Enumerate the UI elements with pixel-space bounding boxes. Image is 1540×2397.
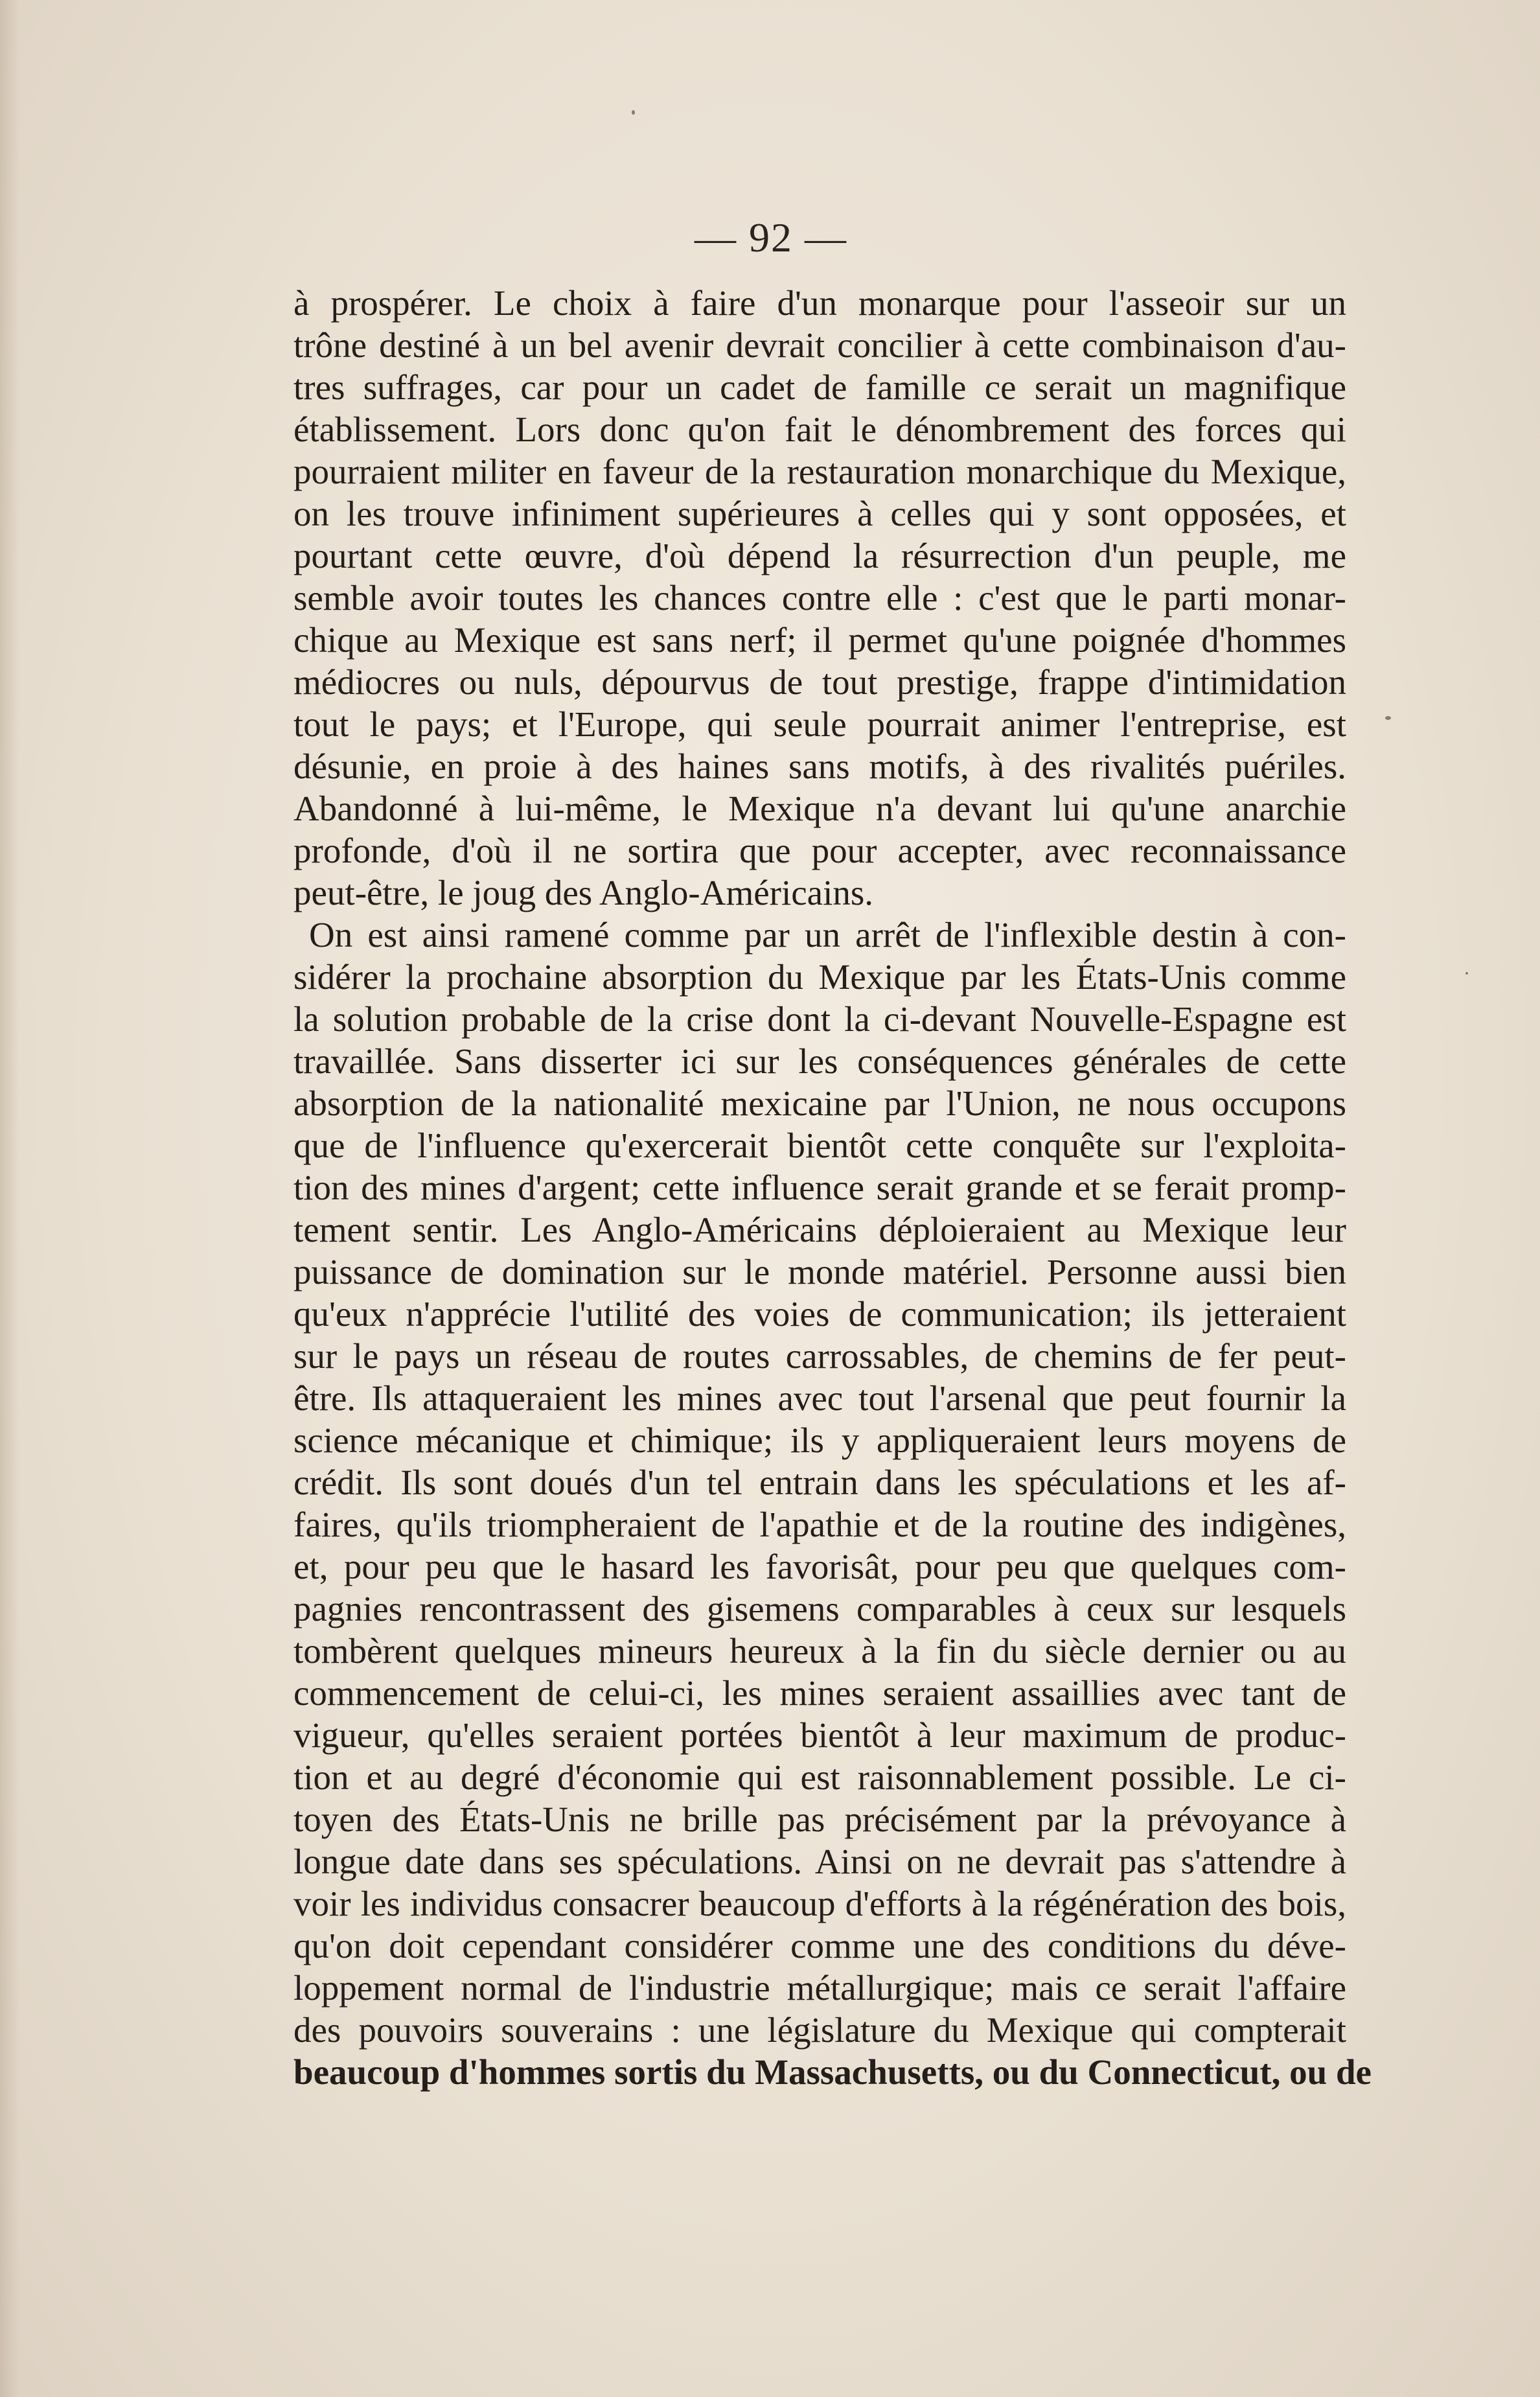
text-line: être. Ils attaqueraient les mines avec tout l'arsenal que peut fournir la bbox=[293, 1378, 1346, 1418]
paper-speck bbox=[632, 110, 635, 115]
text-line: la solution probable de la crise dont la ci-devant Nouvelle-Espagne est bbox=[293, 999, 1346, 1039]
text-line: pagnies rencontrassent des gisemens comparables à ceux sur lesquels bbox=[293, 1589, 1346, 1628]
text-line: longue date dans ses spéculations. Ainsi on ne devrait pas s'attendre à bbox=[293, 1842, 1346, 1881]
text-line: tion et au degré d'économie qui est raisonnablement possible. Le ci- bbox=[293, 1757, 1346, 1797]
text-line: tement sentir. Les Anglo-Américains déploieraient au Mexique leur bbox=[293, 1210, 1346, 1249]
paragraph-start-line: On est ainsi ramené comme par un arrêt de l'inflexible destin à con- bbox=[309, 915, 1346, 955]
text-line: travaillée. Sans disserter ici sur les conséquences générales de cette bbox=[293, 1041, 1346, 1081]
text-line: crédit. Ils sont doués d'un tel entrain dans les spéculations et les af- bbox=[293, 1463, 1346, 1502]
text-line: faires, qu'ils triompheraient de l'apathie et de la routine des indigènes, bbox=[293, 1505, 1346, 1544]
text-line: tres suffrages, car pour un cadet de famille ce serait un magnifique bbox=[293, 367, 1346, 407]
text-line: semble avoir toutes les chances contre elle : c'est que le parti monar- bbox=[293, 578, 1346, 618]
paper-speck bbox=[1465, 972, 1468, 975]
text-line: des pouvoirs souverains : une législature du Mexique qui compterait bbox=[293, 2010, 1346, 2050]
text-line: que de l'influence qu'exercerait bientôt cette conquête sur l'exploita- bbox=[293, 1126, 1346, 1165]
page-binding-shadow bbox=[0, 0, 19, 2397]
text-line: tombèrent quelques mineurs heureux à la fin du siècle dernier ou au bbox=[293, 1631, 1346, 1671]
text-line: tout le pays; et l'Europe, qui seule pourrait animer l'entreprise, est bbox=[293, 704, 1346, 744]
text-line: voir les individus consacrer beaucoup d'efforts à la régénération des bois, bbox=[293, 1884, 1346, 1923]
paragraph-end-line: peut-être, le joug des Anglo-Américains. bbox=[293, 873, 874, 912]
text-line: médiocres ou nuls, dépourvus de tout prestige, frappe d'intimidation bbox=[293, 662, 1346, 702]
text-line: science mécanique et chimique; ils y appliqueraient leurs moyens de bbox=[293, 1420, 1346, 1460]
text-line: pourraient militer en faveur de la restauration monarchique du Mexique, bbox=[293, 452, 1346, 491]
text-line: Abandonné à lui-même, le Mexique n'a devant lui qu'une anarchie bbox=[293, 789, 1346, 828]
page-number: — 92 — bbox=[695, 214, 847, 261]
text-line: loppement normal de l'industrie métallurgique; mais ce serait l'affaire bbox=[293, 1968, 1346, 2008]
text-line: tion des mines d'argent; cette influence serait grande et se ferait promp- bbox=[293, 1168, 1346, 1207]
text-line: trône destiné à un bel avenir devrait concilier à cette combinaison d'au- bbox=[293, 325, 1346, 365]
text-line: profonde, d'où il ne sortira que pour accepter, avec reconnaissance bbox=[293, 831, 1346, 870]
text-line: qu'eux n'apprécie l'utilité des voies de communication; ils jetteraient bbox=[293, 1294, 1346, 1334]
text-line: qu'on doit cependant considérer comme une des conditions du déve- bbox=[293, 1926, 1346, 1965]
text-line: commencement de celui-ci, les mines seraient assaillies avec tant de bbox=[293, 1673, 1346, 1713]
paper-speck bbox=[1385, 716, 1391, 720]
body-text bbox=[293, 282, 1372, 2093]
text-line: puissance de domination sur le monde matériel. Personne aussi bien bbox=[293, 1252, 1346, 1291]
text-line: désunie, en proie à des haines sans motifs, à des rivalités puériles. bbox=[293, 747, 1346, 786]
text-line: chique au Mexique est sans nerf; il permet qu'une poignée d'hommes bbox=[293, 620, 1346, 660]
text-line: absorption de la nationalité mexicaine par l'Union, ne nous occupons bbox=[293, 1083, 1346, 1123]
text-line: à prospérer. Le choix à faire d'un monarque pour l'asseoir sur un bbox=[293, 283, 1346, 323]
text-line: beaucoup d'hommes sortis du Massachusetts, ou du Connecticut, ou de bbox=[293, 2052, 1372, 2092]
text-line: sidérer la prochaine absorption du Mexique par les États-Unis comme bbox=[293, 957, 1346, 997]
text-line: et, pour peu que le hasard les favorisât, pour peu que quelques com- bbox=[293, 1547, 1346, 1586]
text-line: vigueur, qu'elles seraient portées bientôt à leur maximum de produc- bbox=[293, 1715, 1346, 1755]
text-line: sur le pays un réseau de routes carrossables, de chemins de fer peut- bbox=[293, 1336, 1346, 1376]
text-line: établissement. Lors donc qu'on fait le dénombrement des forces qui bbox=[293, 410, 1346, 449]
text-line: on les trouve infiniment supérieures à celles qui y sont opposées, et bbox=[293, 494, 1346, 533]
text-line: toyen des États-Unis ne brille pas précisément par la prévoyance à bbox=[293, 1800, 1346, 1839]
text-line: pourtant cette œuvre, d'où dépend la résurrection d'un peuple, me bbox=[293, 536, 1346, 575]
